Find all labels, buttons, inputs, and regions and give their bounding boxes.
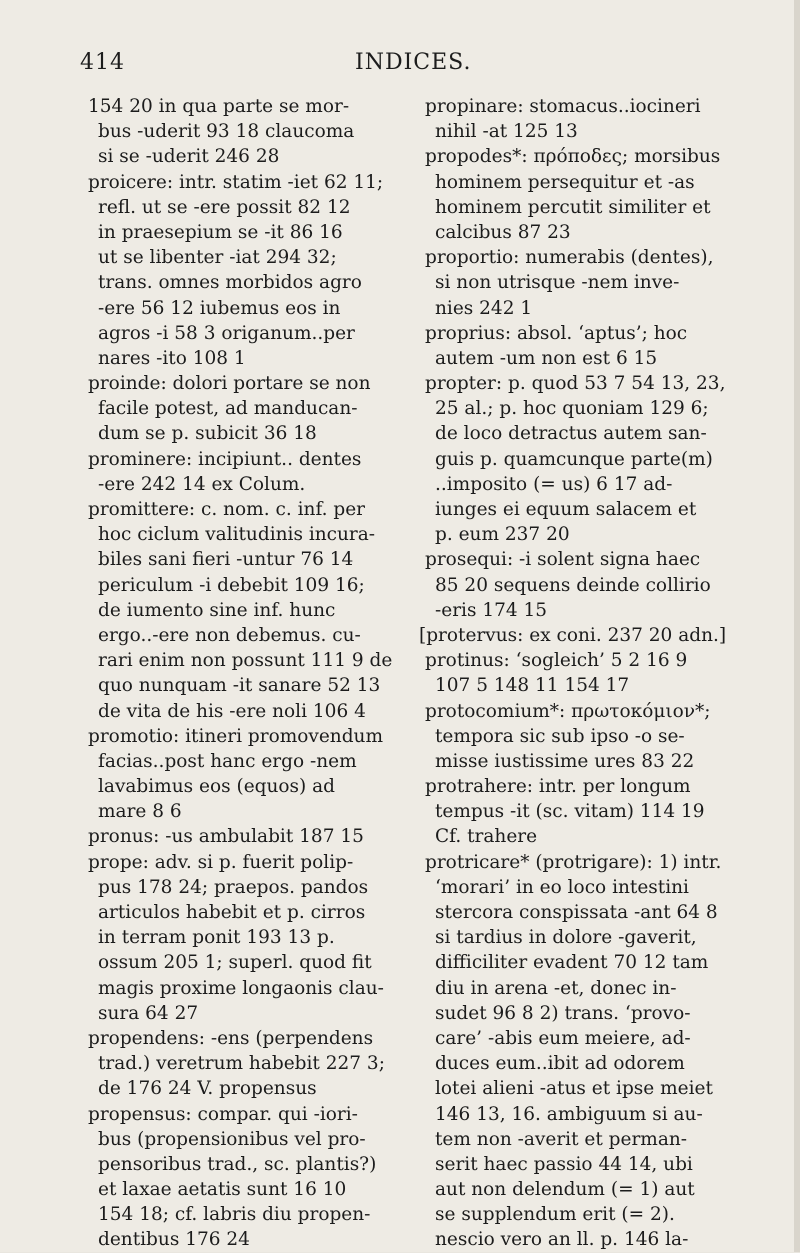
right-column	[419, 94, 745, 1253]
right-column-line: tempus -it (sc. vitam) 114 19	[435, 801, 705, 823]
right-column-line: lotei alieni -atus et ipse meiet	[435, 1078, 713, 1100]
left-column-line: prope: adv. si p. fuerit polip-	[88, 851, 354, 873]
right-column-line: nescio vero an ll. p. 146 la-	[435, 1229, 689, 1251]
left-column-line: quo nunquam -it sanare 52 13	[98, 675, 381, 697]
left-column-line: promittere: c. nom. c. inf. per	[88, 499, 366, 520]
right-column-line: sudet 96 8 2) trans. ‘provo-	[435, 1002, 691, 1024]
right-column-line: duces eum..ibit ad odorem	[435, 1053, 685, 1075]
left-column-line: dum se p. subicit 36 18	[98, 423, 317, 445]
right-column-line: 107 5 148 11 154 17	[435, 675, 630, 697]
left-column-line: et laxae aetatis sunt 16 10	[98, 1179, 347, 1201]
page-header	[80, 50, 740, 84]
right-column-line: -eris 174 15	[435, 599, 548, 621]
left-column-line: de 176 24 V. propensus	[98, 1078, 317, 1100]
left-column-line: pensoribus trad., sc. plantis?)	[98, 1153, 377, 1175]
left-column-line: hoc ciclum valitudinis incura-	[98, 524, 376, 546]
left-column-line: in terram ponit 193 13 p.	[98, 927, 335, 949]
left-column-line: bus (propensionibus vel pro-	[98, 1128, 366, 1150]
left-column-line: ut se libenter -iat 294 32;	[98, 247, 337, 269]
left-column-line: facile potest, ad manducan-	[98, 398, 358, 420]
right-column-line: si tardius in dolore -gaverit,	[435, 927, 697, 949]
right-column-line: hominem persequitur et -as	[435, 171, 695, 193]
left-column	[88, 94, 408, 1253]
page-number: 414	[80, 50, 125, 75]
left-column-line: promotio: itineri promovendum	[88, 725, 383, 747]
right-column-line: prosequi: -i solent signa haec	[425, 549, 701, 571]
right-column-line: 25 al.; p. hoc quoniam 129 6;	[435, 398, 709, 420]
right-column-line: serit haec passio 44 14, ubi	[435, 1153, 693, 1175]
left-column-line: in praesepium se -it 86 16	[98, 221, 343, 243]
right-column-line: care’ -abis eum meiere, ad-	[435, 1027, 691, 1049]
page-edge	[794, 0, 800, 1252]
right-column-line: ‘morari’ in eo loco intestini	[435, 876, 689, 898]
right-column-line: autem -um non est 6 15	[435, 347, 658, 369]
left-column-line: rari enim non possunt 111 9 de	[98, 650, 393, 672]
right-column-line: propodes*: πρόποδες; morsibus	[425, 146, 721, 168]
left-column-line: -ere 242 14 ex Colum.	[98, 473, 306, 495]
right-column-line: se supplendum erit (= 2).	[435, 1204, 675, 1226]
right-column-line: iunges ei equum salacem et	[435, 499, 697, 520]
right-column-line: [protervus: ex coni. 237 20 adn.]	[419, 624, 727, 646]
right-column-line: ..imposito (= us) 6 17 ad-	[435, 473, 673, 495]
right-column-line: difficiliter evadent 70 12 tam	[435, 952, 709, 974]
left-column-line: biles sani fieri -untur 76 14	[98, 549, 354, 571]
left-column-line: trad.) veretrum habebit 227 3;	[98, 1053, 385, 1075]
right-column-line: propter: p. quod 53 7 54 13, 23,	[425, 373, 726, 395]
left-column-line: 154 20 in qua parte se mor-	[88, 96, 350, 117]
left-column-line: facias..post hanc ergo -nem	[98, 750, 357, 772]
left-column-line: trans. omnes morbidos agro	[98, 272, 362, 294]
left-column-line: ergo..-ere non debemus. cu-	[98, 624, 361, 646]
right-column-line: hominem percutit similiter et	[435, 196, 711, 218]
left-column-line: 154 18; cf. labris diu propen-	[98, 1204, 371, 1226]
right-column-line: de loco detractus autem san-	[435, 423, 707, 445]
left-column-line: -ere 56 12 iubemus eos in	[98, 297, 341, 319]
right-column-line: misse iustissime ures 83 22	[435, 750, 695, 772]
right-column-line: guis p. quamcunque parte(m)	[435, 448, 713, 470]
left-column-line: proinde: dolori portare se non	[88, 373, 371, 395]
left-column-line: dentibus 176 24	[98, 1229, 250, 1251]
right-column-line: nihil -at 125 13	[435, 121, 578, 143]
right-column-line: calcibus 87 23	[435, 221, 571, 243]
left-column-line: si se -uderit 246 28	[98, 146, 280, 168]
left-column-line: agros -i 58 3 origanum..per	[98, 322, 355, 344]
right-column-line: proportio: numerabis (dentes),	[425, 247, 714, 269]
right-column-line: p. eum 237 20	[435, 524, 570, 546]
left-column-line: refl. ut se -ere possit 82 12	[98, 196, 351, 218]
right-column-line: nies 242 1	[435, 297, 533, 319]
right-column-line: tempora sic sub ipso -o se-	[435, 725, 685, 747]
left-column-line: pus 178 24; praepos. pandos	[98, 876, 369, 898]
left-column-line: magis proxime longaonis clau-	[98, 977, 384, 999]
right-column-line: propinare: stomacus..iocineri	[425, 96, 701, 117]
right-column-line: diu in arena -et, donec in-	[435, 977, 677, 999]
left-column-line: lavabimus eos (equos) ad	[98, 776, 336, 798]
right-column-line: protricare* (protrigare): 1) intr.	[425, 851, 722, 873]
right-column-line: Cf. trahere	[435, 826, 538, 848]
left-column-line: mare 8 6	[98, 801, 182, 823]
left-column-line: propendens: -ens (perpendens	[88, 1027, 374, 1049]
left-column-line: nares -ito 108 1	[98, 347, 246, 369]
left-column-line: de vita de his -ere noli 106 4	[98, 700, 366, 722]
right-column-line: si non utrisque -nem inve-	[435, 272, 680, 294]
left-column-line: bus -uderit 93 18 claucoma	[98, 121, 355, 143]
left-column-line: prominere: incipiunt.. dentes	[88, 448, 362, 470]
right-column-line: tem non -averit et perman-	[435, 1128, 688, 1150]
left-column-line: articulos habebit et p. cirros	[98, 902, 366, 923]
right-column-line: protinus: ‘sogleich’ 5 2 16 9	[425, 650, 688, 672]
right-column-line: aut non delendum (= 1) aut	[435, 1179, 695, 1201]
right-column-line: 85 20 sequens deinde collirio	[435, 574, 711, 596]
left-column-line: periculum -i debebit 109 16;	[98, 574, 365, 596]
running-title: INDICES.	[355, 50, 472, 75]
left-column-line: ossum 205 1; superl. quod fit	[98, 952, 372, 974]
left-column-line: de iumento sine inf. hunc	[98, 599, 336, 621]
left-column-line: proicere: intr. statim -iet 62 11;	[88, 171, 384, 193]
right-column-line: protrahere: intr. per longum	[425, 776, 691, 798]
right-column-line: 146 13, 16. ambiguum si au-	[435, 1103, 703, 1125]
left-column-line: sura 64 27	[98, 1002, 199, 1024]
right-column-line: protocomium*: πρωτοκόμιον*;	[425, 700, 711, 722]
right-column-line: proprius: absol. ‘aptus’; hoc	[425, 322, 688, 344]
left-column-line: pronus: -us ambulabit 187 15	[88, 826, 364, 848]
right-column-line: stercora conspissata -ant 64 8	[435, 902, 718, 923]
left-column-line: propensus: compar. qui -iori-	[88, 1103, 358, 1125]
